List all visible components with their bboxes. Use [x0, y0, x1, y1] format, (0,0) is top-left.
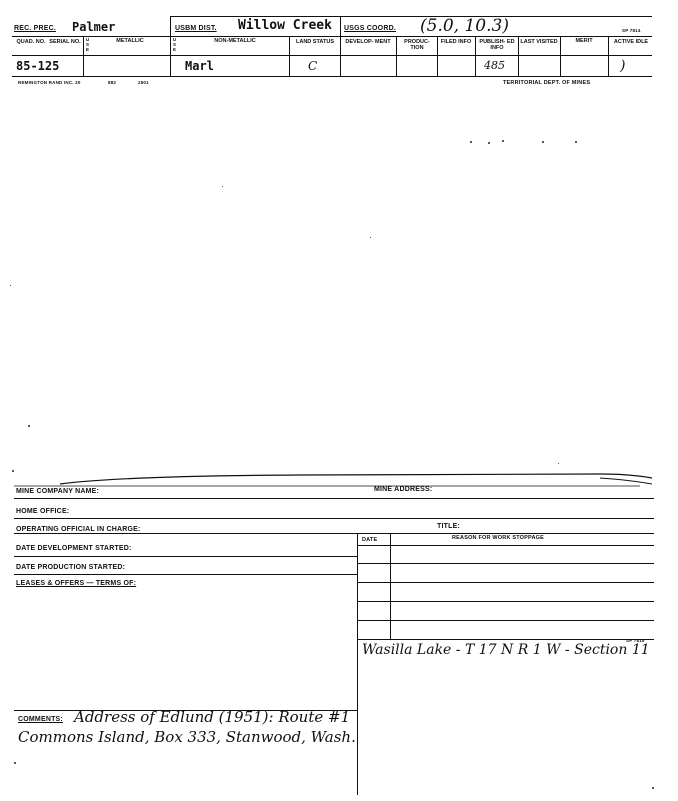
printer-imprint: REMINGTON RAND INC. 20: [18, 80, 81, 85]
dept-imprint: TERRITORIAL DEPT. OF MINES: [503, 80, 591, 86]
header-rule-2: [12, 55, 652, 56]
usgs-coord-value: (5.0, 10.3): [420, 16, 509, 36]
col-last-visited: LAST VISITED: [520, 39, 558, 45]
col-filed-info: FILED INFO: [440, 39, 472, 45]
non-metallic-value: Marl: [185, 59, 214, 73]
rule-prod-started: [14, 574, 357, 575]
col-divider: [170, 16, 171, 76]
col-non-metallic: NON-METALLIC: [214, 38, 256, 44]
header-rule-3: [12, 76, 652, 77]
form-number-top: SP 7814: [622, 28, 641, 33]
col-published-info: PUBLISH- ED INFO: [479, 39, 515, 51]
rec-prec-value: Palmer: [72, 20, 116, 34]
rec-prec-label: REC. PREC.: [14, 25, 57, 32]
date-col-border: [390, 533, 391, 640]
col-land-status: LAND STATUS: [296, 39, 334, 45]
leases-offers-label: LEASES & OFFERS — TERMS OF:: [16, 580, 137, 587]
table-rule: [357, 563, 654, 564]
col-metallic: METALLIC: [116, 38, 144, 44]
usbm-dist-label: USBM DIST.: [175, 25, 217, 32]
form-number-lower: SP 7815: [626, 638, 645, 643]
usbm-dist-value: Willow Creek: [238, 18, 332, 33]
rule-home-office: [14, 518, 654, 519]
title-label: TITLE:: [437, 523, 460, 530]
col-merit: MERIT: [575, 38, 593, 44]
mine-company-name-label: MINE COMPANY NAME:: [16, 488, 100, 495]
col-divider: [437, 36, 438, 76]
active-idle-value: ): [620, 58, 626, 74]
comments-line-2: Commons Island, Box 333, Stanwood, Wash.: [18, 728, 356, 746]
rule-dev-started: [14, 556, 357, 557]
col-development: DEVELOP- MENT: [345, 39, 391, 45]
col-active-idle: ACTIVE IDLE: [613, 39, 649, 45]
col-production: PRODUC- TION: [404, 39, 430, 51]
table-rule: [357, 639, 654, 640]
table-rule: [357, 545, 654, 546]
col-divider: [518, 36, 519, 76]
usgs-coord-label: USGS COORD.: [344, 25, 396, 32]
home-office-label: HOME OFFICE:: [16, 508, 70, 515]
header-rule-1: [12, 36, 652, 37]
operating-official-label: OPERATING OFFICIAL IN CHARGE:: [16, 526, 141, 533]
date-production-started-label: DATE PRODUCTION STARTED:: [16, 564, 126, 571]
printer-code-2: 2501: [138, 80, 149, 85]
col-divider: [396, 36, 397, 76]
table-left-border: [357, 533, 358, 795]
col-divider: [83, 36, 84, 76]
col-divider: [289, 36, 290, 76]
date-development-started-label: DATE DEVELOPMENT STARTED:: [16, 545, 132, 552]
printer-code-1: 882: [108, 80, 117, 85]
table-rule: [357, 601, 654, 602]
reason-column-header: REASON FOR WORK STOPPAGE: [452, 535, 544, 541]
col-serial-no: SERIAL NO.: [49, 39, 81, 45]
col-use-non-metallic: U S E: [172, 37, 177, 52]
table-rule: [357, 620, 654, 621]
header-rule-top: [170, 16, 652, 17]
col-divider: [560, 36, 561, 76]
date-column-header: DATE: [362, 537, 378, 543]
col-divider: [475, 36, 476, 76]
mine-address-label: MINE ADDRESS:: [374, 486, 433, 493]
published-info-value: 485: [484, 59, 505, 72]
location-note: Wasilla Lake - T 17 N R 1 W - Section 11: [362, 642, 650, 658]
col-use-metallic: U S E: [85, 37, 90, 52]
card-top-edge: [0, 466, 678, 488]
col-divider: [340, 16, 341, 76]
land-status-value: C: [308, 59, 318, 73]
rule-official: [14, 533, 654, 534]
comments-line-1: Address of Edlund (1951): Route #1: [74, 708, 351, 726]
table-rule: [357, 582, 654, 583]
quad-serial-value: 85-125: [16, 59, 60, 73]
col-divider: [608, 36, 609, 76]
rule-company: [14, 498, 654, 499]
comments-label: COMMENTS:: [18, 716, 63, 723]
col-quad-no: QUAD. NO.: [16, 39, 46, 45]
